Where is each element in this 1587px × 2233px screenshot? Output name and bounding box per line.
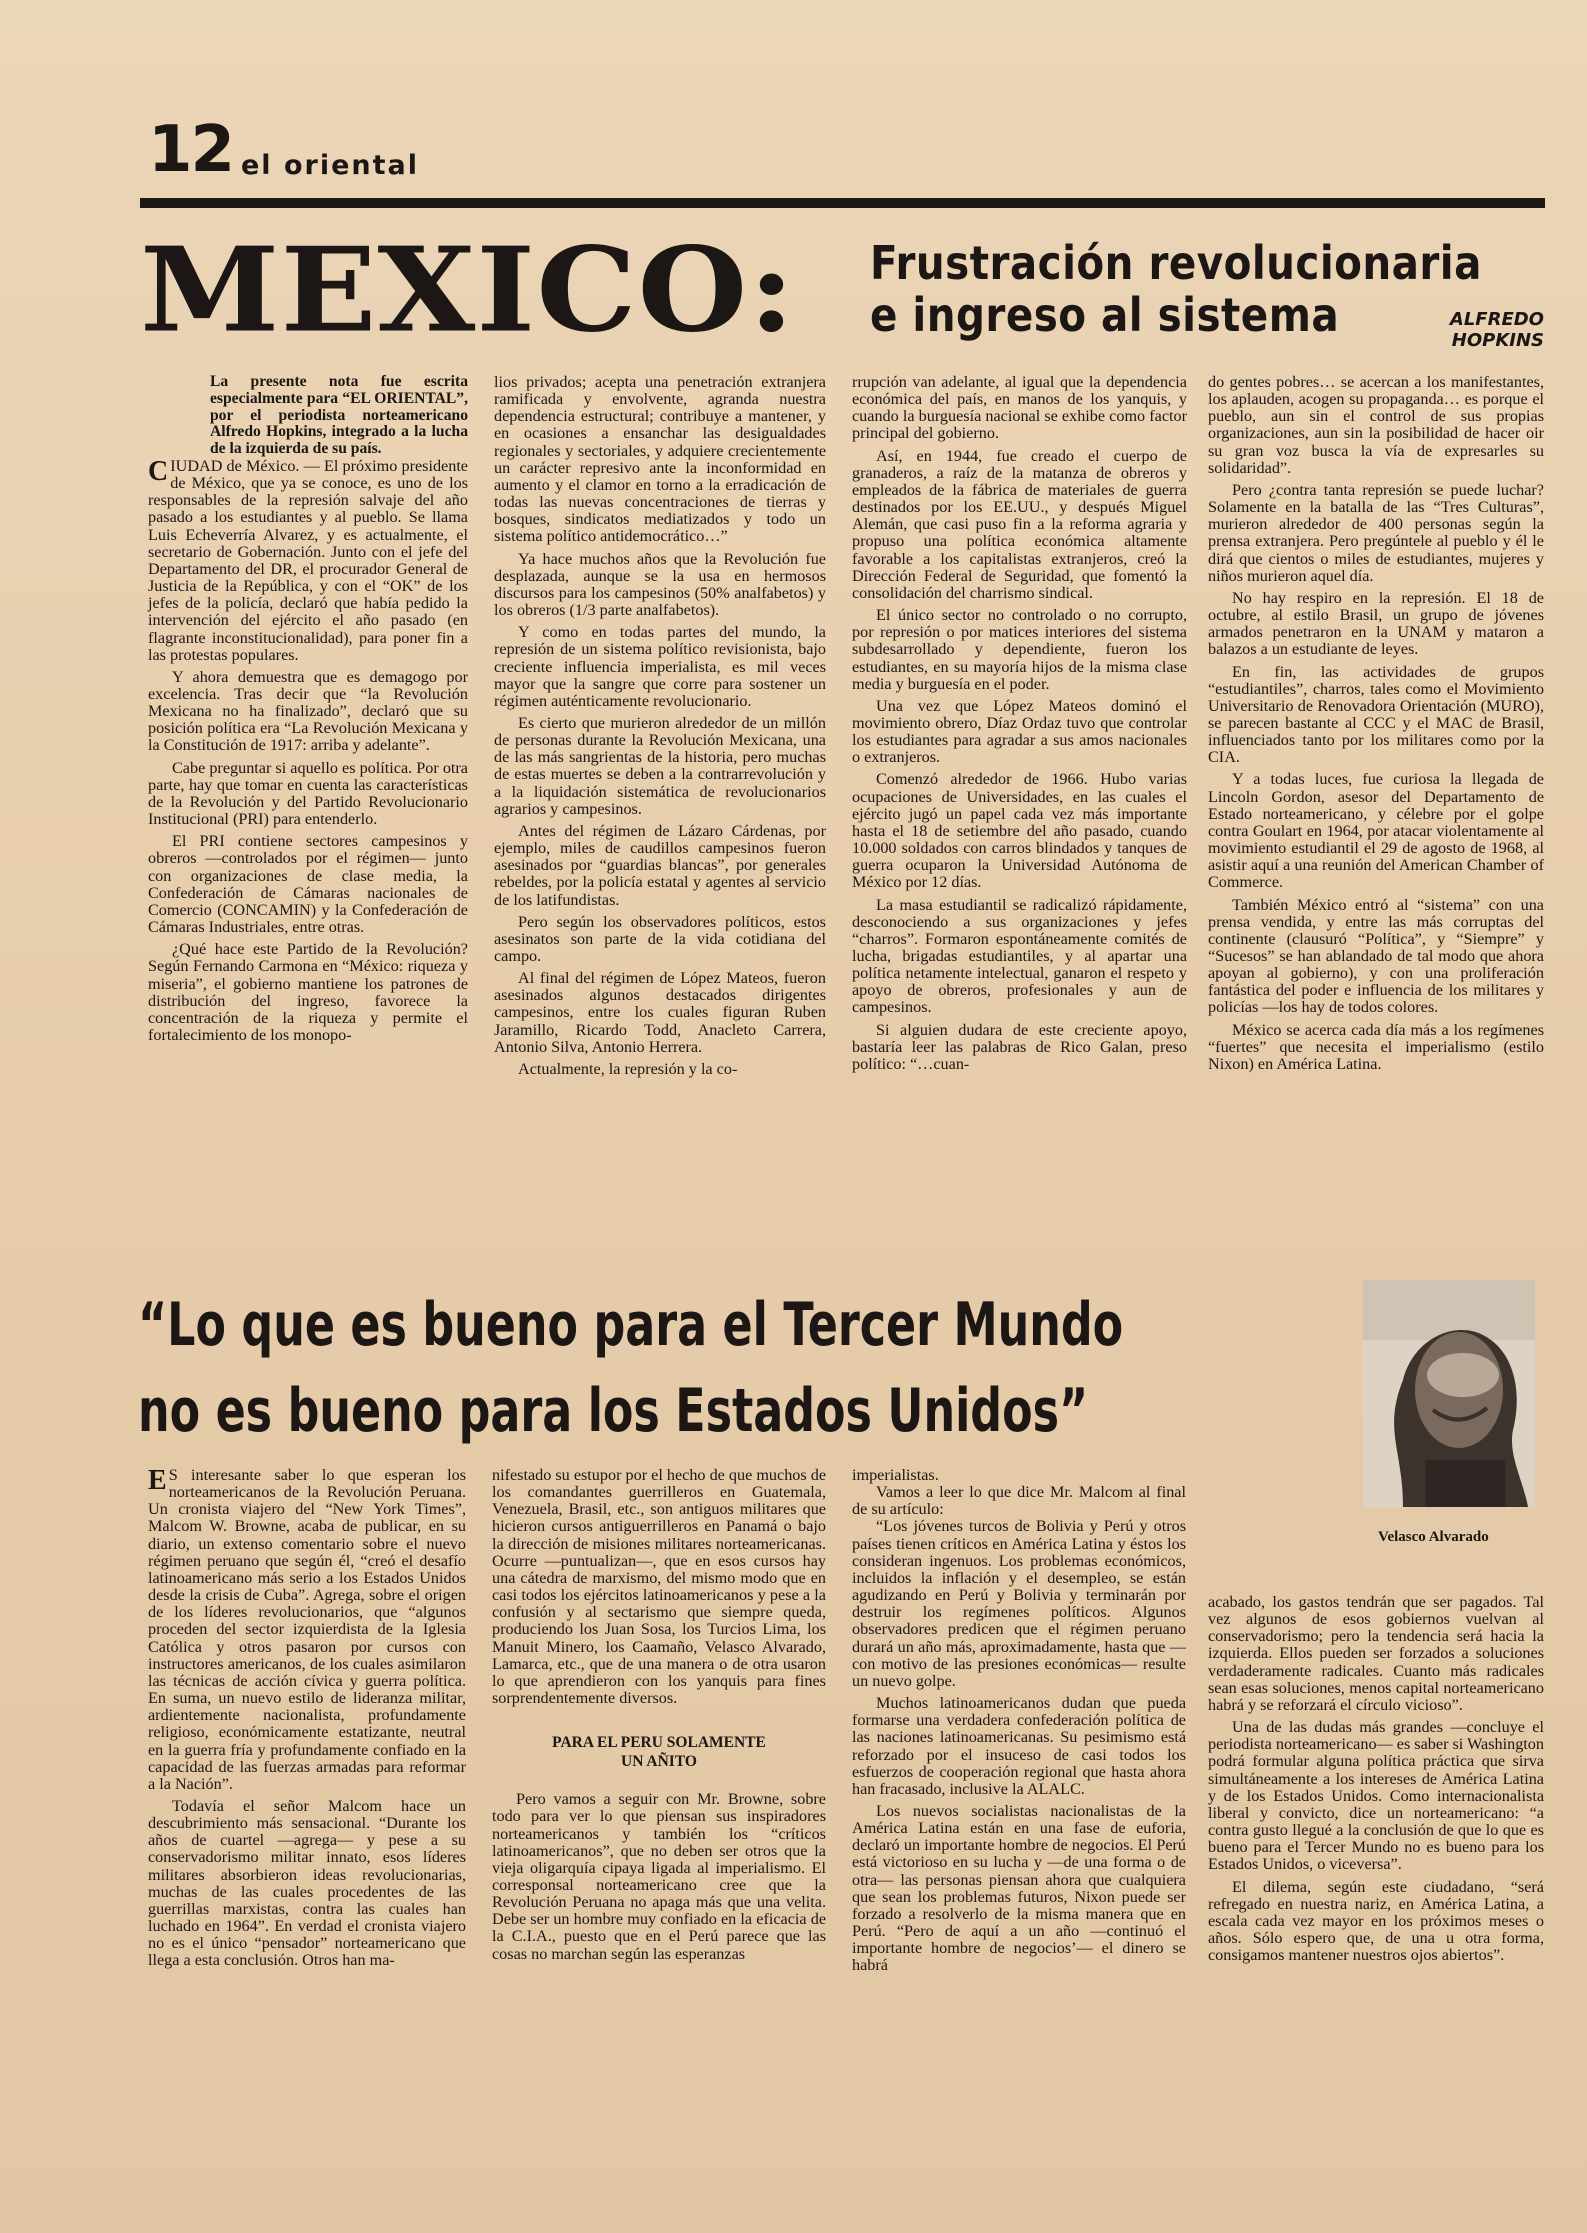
publication-name: el oriental <box>241 150 420 181</box>
article2-column-3 <box>852 1467 1186 1975</box>
article1-paragraph: El único sector no controlado o no corrupto, por represión o por matices interiores del sistema subdesarrollado y dependiente, fueron los estudiantes, en su mayoría hijos de la misma clase media y burguesía en el poder. <box>852 606 1187 693</box>
byline-first: ALFREDO <box>1449 309 1544 330</box>
article1-paragraph: Cabe preguntar si aquello es política. Por otra parte, hay que tomar en cuenta las características de la Revolución y del Partido Revolucionario Institucional (PRI) para entenderlo. <box>148 758 468 829</box>
article1-paragraph: Así, en 1944, fue creado el cuerpo de granaderos, a raíz de la matanza de obreros y empleados de la fábrica de materiales de guerra destinados por los EE.UU., y después Miguel Alemán, que casi puso fin a la reforma agraria y propuso una política económica altamente favorable a los capitalistas extranjeros, creó la Dirección Federal de Seguridad, que fomentó la consolidación del charrismo sindical. <box>852 446 1187 602</box>
article1-paragraph: do gentes pobres… se acercan a los manifestantes, los aplauden, acogen su propaganda… es porque el pueblo, aun sin el control de sus propias organizaciones, aun sin la posibilidad de hacer oir su gran voz busca la vía de expresarles su solidaridad”. <box>1208 373 1544 477</box>
headline-main: MEXICO: <box>140 221 796 359</box>
article1-paragraph: Pero ¿contra tanta represión se puede luchar? Solamente en la batalla de las “Tres Culturas”, murieron alrededor de 400 personas según la prensa extranjera. Pero pregúntele al pueblo y él le dirá que cientos o miles de estudiantes, mujeres y niños murieron aquel día. <box>1208 480 1544 585</box>
article2-paragraph: Los nuevos socialistas nacionalistas de la América Latina están en una fase de euforia, declaró un importante hombre de negocios. El Perú está victorioso en su lucha y —de una forma o de otra— las personas piensan ahora que cualquiera que sean los problemas futuros, Nixon puede ser forzado a resolverlo de la misma manera que en Perú. “Pero de aquí a un año —continuó el importante hombre de negocios’— el dinero se habrá <box>852 1801 1186 1975</box>
byline <box>1432 310 1544 351</box>
article1-paragraph: Al final del régimen de López Mateos, fueron asesinados algunos destacados dirigentes campesinos, entre los cuales figuran Ruben Jaramillo, Ricardo Todd, Anacleto Carrera, Antonio Silva, Antonio Herrera. <box>494 969 826 1056</box>
article2-paragraph: El dilema, según este ciudadano, “será refregado en nuestra nariz, en América Latina, a escala cada vez mayor en los próximos meses o años. Sólo espero que, de una u otra forma, consigamos mantener nuestros ojos abiertos”. <box>1208 1877 1544 1965</box>
article1-paragraph: Y como en todas partes del mundo, la represión de un sistema político revisionista, bajo creciente influencia imperialista, es mil veces mayor que la sangre que corre para sostener un régimen auténticamente revolucionario. <box>494 623 826 710</box>
article1-paragraph: El PRI contiene sectores campesinos y obreros —controlados por el régimen— junto con organizaciones de clase media, la Confederación de Cámaras nacionales de Comercio (CONCAMIN) y la Confederación de Cámaras Industriales, entre otras. <box>148 832 468 937</box>
article2-paragraph: acabado, los gastos tendrán que ser pagados. Tal vez algunos de esos gobiernos vuelvan al conservadorismo; pero la tendencia será hacia la izquierda. Ellos pueden ser forzados a soluciones verdaderamente radicales. Cuanto más radicales sean esas soluciones, menos capital norteamericano habrá y se reforzará el círculo vicioso”. <box>1208 1593 1544 1714</box>
article1-paragraph: Ya hace muchos años que la Revolución fue desplazada, aunque se la usa en hermosos discursos para los campesinos (50% analfabetos) y los obreros (1/3 parte analfabetos). <box>494 549 826 620</box>
article1-column-4 <box>1208 374 1544 1073</box>
article1-paragraph: lios privados; acepta una penetración extranjera ramificada y envolvente, agranda nuestra dependencia estructural; contribuye a mantener, y en ocasiones a ensanchar las desigualdades regionales y sectoriales, y adquiere crecientemente un carácter represivo ante la inconformidad en aumento y el clamor en torno a la erradicación de todas las nuevas concentraciones de tierras y bosques, sindicatos mediatizados y todo un sistema político antidemocrático…” <box>494 373 826 546</box>
article1-paragraph: IUDAD de México. — El próximo presidente de México, que ya se conoce, es uno de los responsables de la represión salvaje del año pasado a los estudiantes y al pueblo. Se llama Luis Echeverría Alvarez, y es actualmente, el secretario de Gobernación. Junto con el jefe del Departamento del DR, el procurador General de Justicia de la República, y con el “OK” de los jefes de la policía, declaró que había pedido la intervención del ejército el año pasado (en flagrante inconstitucionalidad), para poner fin a las protestas populares. <box>148 456 468 664</box>
article2-paragraph: imperialistas. <box>852 1466 939 1484</box>
headline-subtitle-line1: Frustración revolucionaria <box>870 236 1482 290</box>
article1-paragraph: Y a todas luces, fue curiosa la llegada de Lincoln Gordon, asesor del Departamento de Estado norteamericano, y célebre por el golpe contra Goulart en 1964, por atacar violentamente al movimiento estudiantil el 29 de agosto de 1968, al asistir aquí a una reunión del American Chamber of Commerce. <box>1208 770 1544 892</box>
headline-subtitle-line2: e ingreso al sistema <box>870 287 1340 342</box>
header-rule <box>140 198 1545 208</box>
article2-paragraph: nifestado su estupor por el hecho de que muchos de los comandantes guerrilleros en Guatemala, Venezuela, Brasil, etc., son antiguos militares que hicieron cursos antiguerrilleros en Panamá o bajo la dirección de misiones militares norteamericanas. Ocurre —puntualizan—, que en esos cursos hay una cátedra de marxismo, del mismo modo que en casi todos los ejércitos latinoamericanos y pese a la confusión y al sectarismo que siempre queda, produciendo los Juan Sosa, los Turcios Lima, los Manuit Minero, los Caamaño, Velasco Alvarado, Lamarca, etc., que de una manera o de otra usaron lo que aprendieron con los yanquis para fines sorprendentemente diversos. <box>492 1466 827 1708</box>
article2-paragraph: Muchos latinoamericanos dudan que pueda formarse una verdadera confederación política de las naciones latinoamericanas. Su pesimismo está reforzado por el insuceso de casi todos los esfuerzos de cooperación regional que hasta ahora han fracasado, inclusive la ALALC. <box>852 1694 1186 1798</box>
article1-paragraph: Antes del régimen de Lázaro Cárdenas, por ejemplo, miles de caudillos campesinos fueron asesinados por “guardias blancas”, por generales rebeldes, por la policía estatal y agentes al servicio de los latifundistas. <box>494 821 826 909</box>
photo-caption: Velasco Alvarado <box>1378 1529 1489 1545</box>
article1-paragraph: México se acerca cada día más a los regímenes “fuertes” que necesita el imperialismo (estilo Nixon) en América Latina. <box>1208 1020 1544 1073</box>
headline-subtitle <box>870 238 1482 342</box>
article2-paragraph: Pero vamos a seguir con Mr. Browne, sobre todo para ver lo que piensan sus inspiradores norteamericanos y también los “críticos latinoamericanos”, que no deben ser otros que la vieja oligarquía cipaya ligada al imperialismo. El corresponsal norteamericano cree que la Revolución Peruana no apaga más que una velita. Debe ser un hombre muy confiado en la eficacia de la C.I.A., puesto que en el Perú parece que las cosas no marchan según las esperanzas <box>492 1790 826 1963</box>
article1-column-2 <box>494 374 826 1078</box>
article2-column-2 <box>492 1467 826 1963</box>
article1-paragraph: La masa estudiantil se radicalizó rápidamente, desconociendo a sus organizaciones y jefes “charros”. Formaron espontáneamente comités de lucha, brigadas estudiantiles, y al apartar una política netamente intelectual, ganaron el respeto y apoyo de obreros, profesionales y aun de campesinos. <box>852 895 1187 1017</box>
article1-paragraph: Si alguien dudara de este creciente apoyo, bastaría leer las palabras de Rico Galan, preso político: “…cuan- <box>852 1020 1187 1073</box>
article1-paragraph: Actualmente, la represión y la co- <box>518 1059 738 1078</box>
drop-cap: C <box>148 455 169 487</box>
article1-paragraph: También México entró al “sistema” con una prensa vendida, y entre las más corruptas del continente (clausuró “Política”, y “Siempre” y “Sucesos” se han ablandado de tal modo que ahora apoyan al gobierno), y con una proliferación fantástica del poder e influencia de los militares y policías —los hay de todos colores. <box>1208 895 1544 1017</box>
portrait-image <box>1363 1280 1535 1507</box>
article1-paragraph: En fin, las actividades de grupos “estudiantiles”, charros, tales como el Movimiento Universitario de Renovadora Orientación (MURO), se parecen bastante al CCC y el MAC de Brasil, influenciados tanto por los militares como por la CIA. <box>1208 662 1544 767</box>
article1-paragraph: Una vez que López Mateos dominó el movimiento obrero, Díaz Ordaz tuvo que controlar los estudiantes para agradar a sus amos nacionales o extranjeros. <box>852 696 1187 767</box>
article1-paragraph: Es cierto que murieron alrededor de un millón de personas durante la Revolución Mexicana, una de las más sangrientas de la historia, pero muchas de estas muertes se deben a la contrarrevolución y a la liquidación sistemática de revolucionarios agrarios y campesinos. <box>494 713 826 818</box>
article2-paragraph: Vamos a leer lo que dice Mr. Malcom al final de su artículo: <box>852 1483 1186 1519</box>
article2-paragraph: Una de las dudas más grandes —concluye el periodista norteamericano— es saber si Washington podrá formular alguna política práctica que sirva simultáneamente a los intereses de América Latina y de los Estados Unidos. Como internacionalista liberal y convicto, dice un norteamericano: “a contra gusto llegué a la conclusión de que lo que es bueno para el Tercer Mundo no es bueno para los Estados Unidos, o viceversa”. <box>1208 1718 1544 1874</box>
article1-column-1 <box>148 374 468 1044</box>
article1-paragraph: No hay respiro en la represión. El 18 de octubre, al estilo Brasil, un grupo de jóvenes armados penetraron en la UNAM y mataron a balazos a un estudiante de leyes. <box>1208 588 1544 659</box>
section-heading-line1: PARA EL PERU SOLAMENTE <box>552 1734 766 1752</box>
portrait-photo <box>1363 1280 1535 1507</box>
article2-column-4 <box>1208 1594 1544 1964</box>
article1-paragraph: Y ahora demuestra que es demagogo por excelencia. Tras decir que “la Revolución Mexicana no ha finalizado”, declaró que su posición política era “La Revolución Mexicana y la Constitución de 1917: arriba y adelante”. <box>148 667 468 755</box>
article1-paragraph: ¿Qué hace este Partido de la Revolución? Según Fernando Carmona en “México: riqueza y miseria”, el gobierno mantiene los patrones de distribución del ingreso, favorece la concentración de la riqueza y permite el fortalecimiento de los monopo- <box>148 940 468 1044</box>
headline-secondary <box>138 1283 1123 1455</box>
article1-column-3 <box>852 374 1187 1073</box>
article1-intro: La presente nota fue escrita especialmente para “EL ORIENTAL”, por el periodista norteamericano Alfredo Hopkins, integrado a la lucha de la izquierda de su país. <box>210 373 468 458</box>
article2-paragraph: Todavía el señor Malcom hace un descubrimiento más sensacional. “Durante los años de cuartel —agrega— y pese a su conservadorismo militar innato, esos líderes militares absorbieron ideas revolucionarias, muchas de las cuales procedentes de las guerrillas marxistas, contra las cuales han luchado en 1964”. En verdad el cronista viajero no es el único “pensador” norteamericano que llega a esta conclusión. Otros han ma- <box>148 1796 466 1970</box>
article2-paragraph: “Los jóvenes turcos de Bolivia y Perú y otros países tienen críticos en América Latina y éstos los consideran ingenuos. Los problemas económicos, incluidos la inflación y el desempleo, se están agudizando en Perú y Bolivia y terminarán por destruir los regímenes políticos. Algunos observadores predicen que el régimen peruano durará un año más, aproximadamente, hasta que —con motivo de las presiones económicas— resulte un nuevo golpe. <box>852 1517 1186 1690</box>
article1-paragraph: rrupción van adelante, al igual que la dependencia económica del país, en manos de los yanquis, y cuando la burguesía nacional se exhibe como factor principal del gobierno. <box>852 373 1187 443</box>
article2-paragraph: S interesante saber lo que esperan los norteamericanos de la Revolución Peruana. Un cronista viajero del “New York Times”, Malcom W. Browne, acaba de publicar, en su diario, un extenso comentario sobre el nuevo régimen peruano que según él, “creó el desafío latinoamericano más serio a los Estados Unidos desde la crisis de Cuba”. Agrega, sobre el origen de los líderes revolucionarios, que “algunos proceden del sector izquierdista de la Iglesia Católica y otros pasaron por cursos con instructores americanos, de los cuales asimilaron las técnicas de acción cívica y guerra política. En suma, un nuevo estilo de lideranza militar, ardientemente nacionalista, profundamente religioso, económicamente estatizante, neutral en la guerra fría y profundamente confiado en la capacidad de las fuerzas armadas para reformar a la Nación”. <box>148 1466 466 1793</box>
section-heading <box>492 1733 826 1771</box>
article1-paragraph: Comenzó alrededor de 1966. Hubo varias ocupaciones de Universidades, en las cuales el ejército jugó un papel cada vez más importante hasta el 18 de setiembre del año pasado, cuando 10.000 soldados con carros blindados y tanques de guerra ocuparon la Universidad Autónoma de México por 12 días. <box>852 770 1187 892</box>
article2-column-1 <box>148 1467 466 1970</box>
drop-cap: E <box>148 1465 167 1496</box>
headline-secondary-line1: “Lo que es bueno para el Tercer Mundo <box>138 1290 1124 1360</box>
section-heading-line2: UN AÑITO <box>621 1753 697 1771</box>
article1-paragraph: Pero según los observadores políticos, estos asesinatos son parte de la vida cotidiana del campo. <box>494 912 826 965</box>
byline-last: HOPKINS <box>1451 329 1544 351</box>
page-number: 12 <box>148 113 234 187</box>
headline-secondary-line2: no es bueno para los Estados Unidos” <box>138 1375 1089 1446</box>
